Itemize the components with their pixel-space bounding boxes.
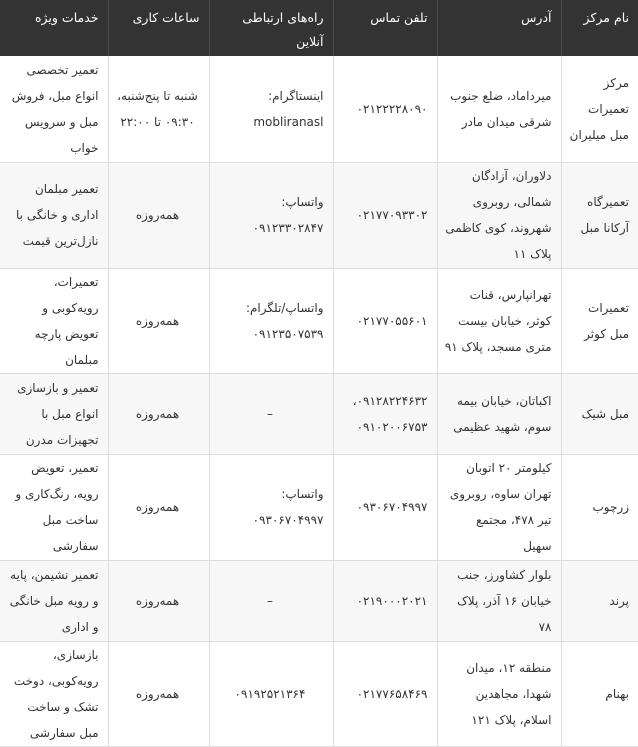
cell-online: – (209, 373, 333, 454)
table-row (0, 641, 638, 746)
cell-hours: همه‌روزه (108, 268, 209, 373)
table-row (0, 454, 638, 560)
cell-phone: ۰۲۱۲۲۲۲۸۰۹۰ (333, 56, 437, 162)
cell-services: تعمیر، تعویض رویه، رنگ‌کاری و ساخت مبل سفارشی (0, 454, 108, 560)
cell-name: بهنام (561, 641, 638, 746)
cell-address: منطقه ۱۲، میدان شهدا، مجاهدین اسلام، پلاک ۱۲۱ (437, 641, 561, 746)
table-row (0, 162, 638, 268)
header-hours: ساعات کاری (108, 0, 209, 56)
cell-services: بازسازی، رویه‌کوبی، دوخت تشک و ساخت مبل سفارشی (0, 641, 108, 746)
cell-address: تهرانپارس، قنات کوثر، خیابان بیست متری مسجد، پلاک ۹۱ (437, 268, 561, 373)
cell-hours: همه‌روزه (108, 454, 209, 560)
cell-hours: همه‌روزه (108, 162, 209, 268)
cell-online: – (209, 560, 333, 641)
table-row (0, 268, 638, 373)
table-row (0, 560, 638, 641)
cell-phone: ۰۲۱۷۷۰۹۳۳۰۲ (333, 162, 437, 268)
cell-phone: ۰۲۱۷۷۶۵۸۴۶۹ (333, 641, 437, 746)
header-services: خدمات ویژه (0, 0, 108, 56)
header-name: نام مرکز (561, 0, 638, 56)
cell-phone: ۰۹۱۲۸۲۲۴۶۳۲، ۰۹۱۰۲۰۰۶۷۵۳ (333, 373, 437, 454)
cell-hours: همه‌روزه (108, 641, 209, 746)
cell-address: بلوار کشاورز، جنب خیابان ۱۶ آذر، پلاک ۷۸ (437, 560, 561, 641)
cell-online: واتساپ: ۰۹۳۰۶۷۰۴۹۹۷ (209, 454, 333, 560)
table-row (0, 56, 638, 162)
cell-address: اکباتان، خیابان بیمه سوم، شهید عظیمی (437, 373, 561, 454)
cell-phone: ۰۲۱۹۰۰۰۲۰۲۱ (333, 560, 437, 641)
cell-services: تعمیر مبلمان اداری و خانگی با نازل‌ترین قیمت (0, 162, 108, 268)
cell-hours: شنبه تا پنج‌شنبه، ۰۹:۳۰ تا ۲۲:۰۰ (108, 56, 209, 162)
header-online: راه‌های ارتباطی آنلاین (209, 0, 333, 56)
cell-address: کیلومتر ۲۰ اتوبان تهران ساوه، روبروی تیر ۴۷۸، مجتمع سهیل (437, 454, 561, 560)
cell-phone: ۰۲۱۷۷۰۵۵۶۰۱ (333, 268, 437, 373)
table-header-row (0, 0, 638, 56)
cell-services: تعمیر نشیمن، پایه و رویه مبل خانگی و اداری (0, 560, 108, 641)
cell-name: زرچوب (561, 454, 638, 560)
cell-online: واتساپ: ۰۹۱۲۳۳۰۲۸۴۷ (209, 162, 333, 268)
cell-online: واتساپ/تلگرام: ۰۹۱۲۳۵۰۷۵۳۹ (209, 268, 333, 373)
cell-online: ۰۹۱۹۲۵۲۱۳۶۴ (209, 641, 333, 746)
cell-name: تعمیرگاه آرکانا مبل (561, 162, 638, 268)
cell-hours: همه‌روزه (108, 560, 209, 641)
cell-services: تعمیر و بازسازی انواع مبل با تجهیزات مدرن (0, 373, 108, 454)
cell-name: تعمیرات مبل کوثر (561, 268, 638, 373)
table-row (0, 373, 638, 454)
header-phone: تلفن تماس (333, 0, 437, 56)
cell-name: مرکز تعمیرات مبل میلیران (561, 56, 638, 162)
cell-address: دلاوران، آزادگان شمالی، روبروی شهروند، کوی کاظمی پلاک ۱۱ (437, 162, 561, 268)
cell-name: مبل شیک (561, 373, 638, 454)
cell-name: پرند (561, 560, 638, 641)
cell-services: تعمیرات، رویه‌کوبی و تعویض پارچه مبلمان (0, 268, 108, 373)
cell-hours: همه‌روزه (108, 373, 209, 454)
cell-services: تعمیر تخصصی انواع مبل، فروش مبل و سرویس خواب (0, 56, 108, 162)
cell-phone: ۰۹۳۰۶۷۰۴۹۹۷ (333, 454, 437, 560)
cell-online: اینستاگرام: mobliranasl (209, 56, 333, 162)
header-address: آدرس (437, 0, 561, 56)
cell-address: میرداماد، ضلع جنوب شرقی میدان مادر (437, 56, 561, 162)
